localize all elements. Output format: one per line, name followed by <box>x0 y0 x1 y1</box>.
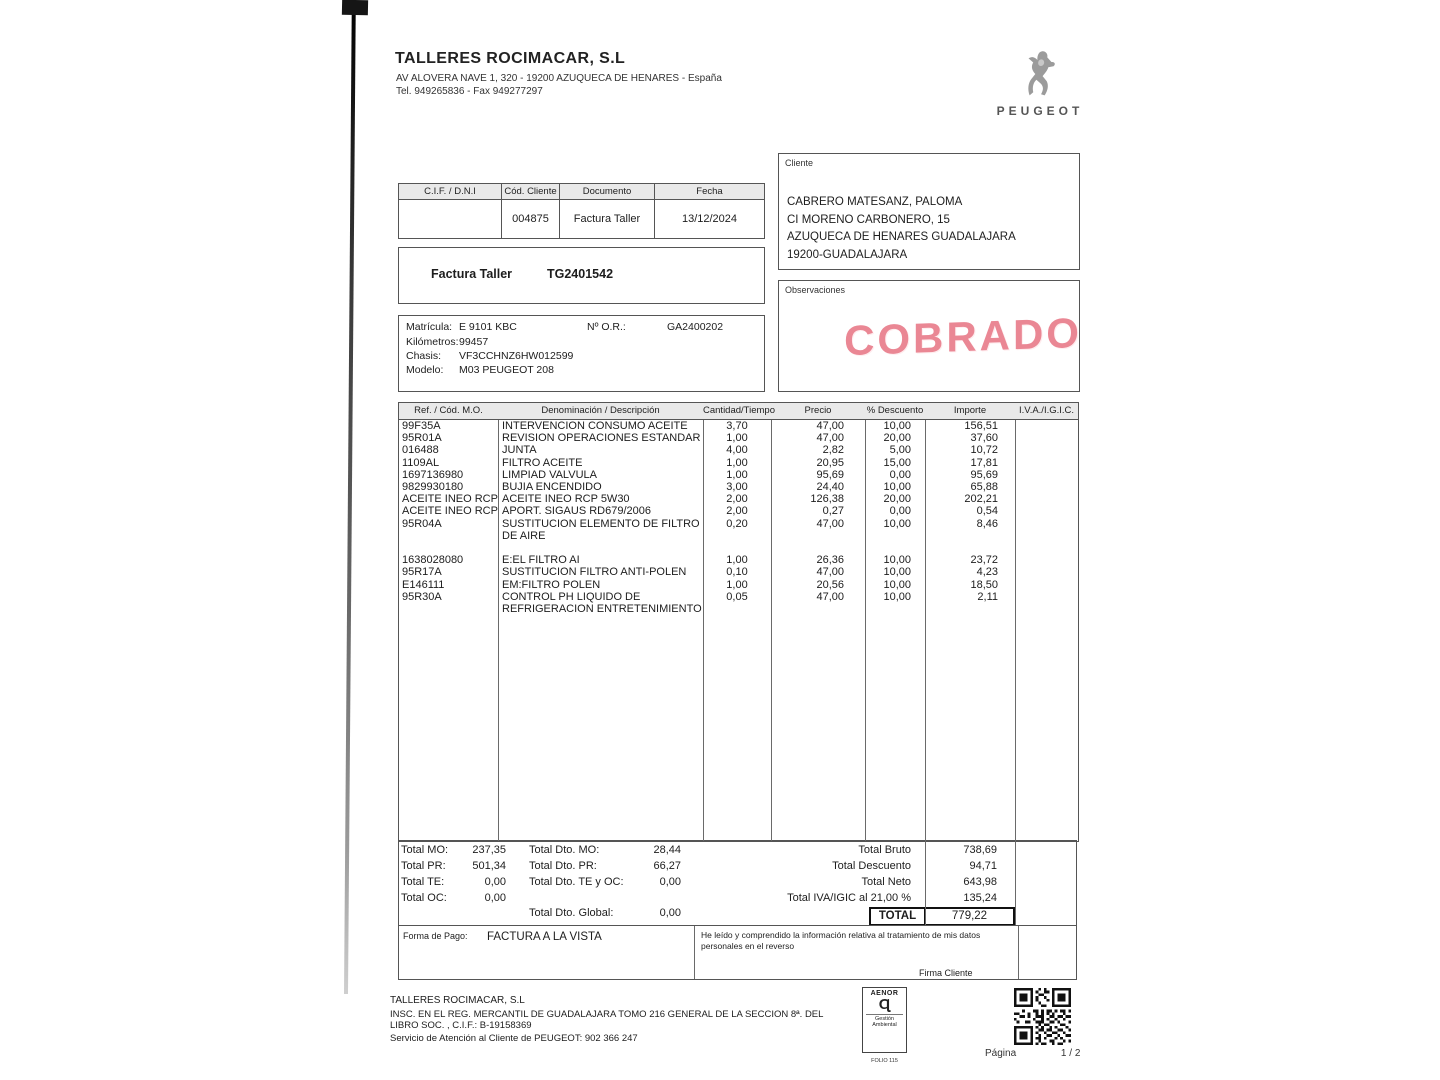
item-amount: 202,21 <box>964 493 998 506</box>
item-price: 0,27 <box>822 505 844 518</box>
total-row <box>401 860 506 876</box>
total-row <box>401 876 506 892</box>
item-iva <box>1015 420 1078 432</box>
cert-sub2: Ambiental <box>872 1022 897 1028</box>
brand-block <box>995 48 1085 118</box>
total-right-value: 643,98 <box>963 876 997 888</box>
item-discount <box>865 542 925 554</box>
item-ref: 1697136980 <box>402 468 464 481</box>
items-header-row <box>399 403 1078 420</box>
item-amount: 17,81 <box>970 456 998 469</box>
item-quantity: 3,00 <box>726 481 748 494</box>
company-name: TALLERES ROCIMACAR, S.L <box>395 50 626 67</box>
item-price: 47,00 <box>816 420 844 432</box>
privacy-notice: He leído y comprendido la información relativa al tratamiento de mis datos personales en el reverso <box>701 930 981 951</box>
doc-header-fecha: Fecha <box>696 186 723 197</box>
item-iva <box>1015 444 1078 456</box>
total-value: 0,00 <box>484 892 506 904</box>
brand-name: PEUGEOT <box>996 104 1084 118</box>
doc-value-documento: Factura Taller <box>560 200 655 238</box>
item-amount: 156,51 <box>964 420 998 432</box>
totals-left-block <box>401 844 506 908</box>
invoice-doc-type: Factura Taller <box>431 267 513 281</box>
item-quantity: 1,00 <box>726 432 748 445</box>
total-value: 28,44 <box>653 844 681 856</box>
items-header-ref: Ref. / Cód. M.O. <box>414 405 483 416</box>
matricula-value: E 9101 KBC <box>459 321 517 333</box>
grand-total-label: TOTAL <box>871 909 926 924</box>
client-label: Cliente <box>785 158 814 168</box>
column-divider <box>694 926 695 979</box>
total-right-value: 738,69 <box>963 844 997 856</box>
items-header-desc: Denominación / Descripción <box>541 405 660 416</box>
client-address-line: CI MORENO CARBONERO, 15 <box>787 213 950 226</box>
item-amount: 18,50 <box>970 578 998 591</box>
column-divider <box>925 841 926 925</box>
item-discount: 10,00 <box>883 590 911 603</box>
total-row <box>529 844 681 860</box>
total-label: Total OC: <box>401 892 447 904</box>
totals-discount-block <box>529 844 681 892</box>
grand-total-value: 779,22 <box>951 910 988 922</box>
item-price: 24,40 <box>816 481 844 494</box>
item-description: SUSTITUCION FILTRO ANTI-POLEN <box>502 566 687 579</box>
item-price: 47,00 <box>816 432 844 445</box>
total-row <box>529 876 681 892</box>
item-discount: 10,00 <box>883 566 911 579</box>
table-row <box>399 518 1078 542</box>
item-ref: 95R30A <box>402 590 442 603</box>
table-row <box>399 457 1078 469</box>
item-description: JUNTA <box>502 444 537 457</box>
table-row <box>399 432 1078 444</box>
item-price: 95,69 <box>816 468 844 481</box>
item-amount: 2,11 <box>977 590 998 603</box>
item-ref: 95R01A <box>402 432 442 445</box>
table-row <box>399 505 1078 517</box>
item-discount: 15,00 <box>883 456 911 469</box>
total-right-label: Total Neto <box>861 876 911 888</box>
item-price: 47,00 <box>816 590 844 603</box>
item-ref: ACEITE INEO RCP <box>402 493 498 506</box>
total-value: 0,00 <box>484 876 506 888</box>
doc-value-cif <box>399 200 502 238</box>
item-quantity: 0,10 <box>726 566 748 579</box>
item-quantity: 1,00 <box>726 554 748 567</box>
folio-label: FOLIO 115 <box>871 1058 898 1064</box>
cert-logo-icon: Ɋ <box>878 996 891 1013</box>
item-amount: 10,72 <box>970 444 998 457</box>
item-iva <box>1015 542 1078 554</box>
item-discount: 10,00 <box>883 481 911 494</box>
footer-customer-service: Servicio de Atención al Cliente de PEUGEOT: 902 366 247 <box>390 1033 638 1044</box>
item-iva <box>1015 481 1078 493</box>
item-discount: 10,00 <box>883 420 911 432</box>
item-quantity: 4,00 <box>726 444 748 457</box>
page-label: Página <box>985 1048 1017 1059</box>
aenor-certification-badge <box>862 987 907 1053</box>
document-info-table <box>398 183 765 239</box>
total-right-label: Total Bruto <box>858 844 911 856</box>
item-ref: 1109AL <box>402 456 440 469</box>
total-right-value: 135,24 <box>963 892 997 904</box>
total-value: 0,00 <box>659 876 681 888</box>
column-divider <box>1018 926 1019 979</box>
item-discount: 0,00 <box>889 505 911 518</box>
company-phone: Tel. 949265836 - Fax 949277297 <box>396 86 543 97</box>
vehicle-info-box <box>398 315 765 392</box>
total-row <box>401 892 506 908</box>
company-address: AV ALOVERA NAVE 1, 320 - 19200 AZUQUECA DE HENARES - España <box>396 73 722 84</box>
signature-label: Firma Cliente <box>919 968 973 978</box>
item-amount: 23,72 <box>970 554 998 567</box>
line-items-table <box>398 402 1079 842</box>
item-price <box>771 542 865 554</box>
item-iva <box>1015 518 1078 542</box>
item-price: 26,36 <box>816 554 844 567</box>
total-right-label: Total IVA/IGIC al 21,00 % <box>787 892 911 904</box>
item-price: 20,95 <box>816 456 844 469</box>
table-row <box>399 566 1078 578</box>
doc-header-documento: Documento <box>560 184 655 199</box>
total-global-discount-row <box>529 907 681 923</box>
item-quantity: 3,70 <box>726 420 748 432</box>
total-label: Total Dto. TE y OC: <box>529 876 624 888</box>
items-body <box>399 420 1078 615</box>
footer-registry-line1: INSC. EN EL REG. MERCANTIL DE GUADALAJARA TOMO 216 GENERAL DE LA SECCION 8ª. DEL <box>390 1009 824 1020</box>
item-amount: 95,69 <box>970 468 998 481</box>
item-iva <box>1015 469 1078 481</box>
page-value: 1 / 2 <box>1060 1048 1081 1059</box>
item-iva <box>1015 432 1078 444</box>
payment-method-label: Forma de Pago: <box>403 931 468 941</box>
item-iva <box>1015 457 1078 469</box>
modelo-value: M03 PEUGEOT 208 <box>459 364 554 376</box>
total-global-label: Total Dto. Global: <box>529 907 614 919</box>
item-description: APORT. SIGAUS RD679/2006 <box>502 505 651 518</box>
item-ref: ACEITE INEO RCP <box>402 505 498 518</box>
item-quantity: 2,00 <box>726 493 748 506</box>
total-label: Total MO: <box>401 844 449 856</box>
totals-right-values <box>925 844 1015 908</box>
doc-value-fecha: 13/12/2024 <box>681 213 738 225</box>
item-discount: 20,00 <box>883 432 911 445</box>
item-ref: 95R17A <box>402 566 442 579</box>
cert-sub1: Gestión <box>875 1016 894 1022</box>
table-row <box>399 591 1078 615</box>
item-description: INTERVENCION CONSUMO ACEITE <box>502 420 688 432</box>
total-value: 501,34 <box>472 860 506 872</box>
table-row <box>399 444 1078 456</box>
items-header-price: Precio <box>804 405 832 416</box>
item-price: 47,00 <box>816 517 844 530</box>
cert-subtitle <box>866 1014 903 1028</box>
item-price: 20,56 <box>816 578 844 591</box>
total-label: Total Dto. PR: <box>529 860 597 872</box>
item-iva <box>1015 579 1078 591</box>
items-header-qty: Cantidad/Tiempo <box>703 405 775 416</box>
table-row <box>399 420 1078 432</box>
item-description: ACEITE INEO RCP 5W30 <box>502 493 630 506</box>
total-label: Total TE: <box>401 876 445 888</box>
scan-corner-artifact <box>342 0 368 15</box>
item-amount: 65,88 <box>970 481 998 494</box>
total-row <box>529 860 681 876</box>
item-ref: E146111 <box>402 578 445 591</box>
item-quantity: 1,00 <box>726 578 748 591</box>
client-address-line: 19200-GUADALAJARA <box>787 248 908 261</box>
item-amount: 37,60 <box>970 432 998 445</box>
item-quantity: 0,20 <box>726 517 748 530</box>
item-discount: 10,00 <box>883 517 911 530</box>
observations-label: Observaciones <box>785 285 846 295</box>
item-amount: 0,54 <box>976 505 998 518</box>
item-description: CONTROL PH LIQUIDO DE REFRIGERACION ENTRETENIMIENTO <box>502 590 702 616</box>
item-discount: 20,00 <box>883 493 911 506</box>
item-ref: 1638028080 <box>402 554 464 567</box>
item-description: FILTRO ACEITE <box>502 456 583 469</box>
table-row <box>399 579 1078 591</box>
table-row <box>399 493 1078 505</box>
total-label: Total Dto. MO: <box>529 844 600 856</box>
kilometros-value: 99457 <box>459 336 489 348</box>
item-description: EM:FILTRO POLEN <box>502 578 601 591</box>
kilometros-label: Kilómetros: <box>406 336 459 348</box>
item-description <box>498 542 703 554</box>
qr-code <box>1014 988 1071 1050</box>
client-address-line: AZUQUECA DE HENARES GUADALAJARA <box>787 231 1016 243</box>
item-iva <box>1015 591 1078 615</box>
item-description: REVISION OPERACIONES ESTANDAR <box>502 432 701 445</box>
item-description: E:EL FILTRO AI <box>502 554 580 567</box>
footer-registry-line2: LIBRO SOC. , C.I.F.: B-19158369 <box>390 1020 532 1031</box>
total-label: Total PR: <box>401 860 446 872</box>
page-number <box>985 1048 1080 1059</box>
table-row <box>399 469 1078 481</box>
total-right-label: Total Descuento <box>832 860 911 872</box>
item-quantity: 0,05 <box>726 590 748 603</box>
footer-company: TALLERES ROCIMACAR, S.L <box>390 995 525 1006</box>
cobrado-stamp: COBRADO <box>844 308 1082 365</box>
item-description: BUJIA ENCENDIDO <box>502 481 602 494</box>
totals-section <box>398 840 1077 925</box>
chasis-value: VF3CCHNZ6HW012599 <box>459 350 574 362</box>
invoice-number: TG2401542 <box>547 267 614 281</box>
item-quantity: 1,00 <box>726 456 748 469</box>
item-price: 2,82 <box>822 444 844 457</box>
item-quantity: 2,00 <box>726 505 748 518</box>
item-ref: 95R04A <box>402 517 442 530</box>
doc-value-cod-cliente: 004875 <box>502 200 560 238</box>
matricula-label: Matrícula: <box>406 321 453 333</box>
item-amount: 8,46 <box>976 517 998 530</box>
item-iva <box>1015 505 1078 517</box>
item-ref: 99F35A <box>402 420 441 432</box>
items-header-discount: % Descuento <box>866 405 924 416</box>
items-header-iva: I.V.A./I.G.I.C. <box>1018 405 1075 416</box>
observations-box <box>778 280 1080 392</box>
item-ref: 9829930180 <box>402 481 464 494</box>
scan-edge-artifact <box>344 0 356 994</box>
item-quantity <box>703 542 771 554</box>
item-description: LIMPIAD VALVULA <box>502 468 597 481</box>
cert-name: AENOR <box>870 990 899 997</box>
item-iva <box>1015 554 1078 566</box>
invoice-title-box <box>398 247 765 304</box>
item-discount: 5,00 <box>889 444 911 457</box>
doc-header-cif: C.I.F. / D.N.I <box>399 184 502 199</box>
chasis-label: Chasis: <box>406 350 442 362</box>
modelo-label: Modelo: <box>406 364 444 376</box>
item-iva <box>1015 493 1078 505</box>
client-address-line: CABRERO MATESANZ, PALOMA <box>787 196 963 208</box>
total-value: 66,27 <box>653 860 681 872</box>
total-right-value: 94,71 <box>969 860 997 872</box>
item-price: 126,38 <box>810 493 844 506</box>
or-label: Nº O.R.: <box>587 321 626 333</box>
item-ref: 016488 <box>402 444 439 457</box>
or-value: GA2400202 <box>667 321 724 333</box>
items-header-amount: Importe <box>953 405 987 416</box>
payment-method-value: FACTURA A LA VISTA <box>487 931 602 943</box>
peugeot-lion-icon <box>995 48 1085 100</box>
item-discount: 10,00 <box>883 578 911 591</box>
payment-box <box>398 925 1077 980</box>
item-discount: 10,00 <box>883 554 911 567</box>
grand-total-box <box>869 907 1015 926</box>
table-row <box>399 554 1078 566</box>
total-global-value: 0,00 <box>659 907 681 919</box>
item-price: 47,00 <box>816 566 844 579</box>
item-description: SUSTITUCION ELEMENTO DE FILTRO DE AIRE <box>502 517 700 542</box>
total-value: 237,35 <box>472 844 506 856</box>
total-row <box>401 844 506 860</box>
item-amount: 4,23 <box>976 566 998 579</box>
item-iva <box>1015 566 1078 578</box>
item-amount <box>925 542 1015 554</box>
item-ref <box>399 542 498 554</box>
table-row <box>399 481 1078 493</box>
client-box <box>778 153 1080 270</box>
client-address-lines <box>787 194 1016 264</box>
totals-right-labels <box>787 844 911 908</box>
doc-header-cod-cliente: Cód. Cliente <box>502 184 560 199</box>
column-divider <box>1015 841 1016 925</box>
item-discount: 0,00 <box>889 468 911 481</box>
item-quantity: 1,00 <box>726 468 748 481</box>
table-row <box>399 542 1078 554</box>
